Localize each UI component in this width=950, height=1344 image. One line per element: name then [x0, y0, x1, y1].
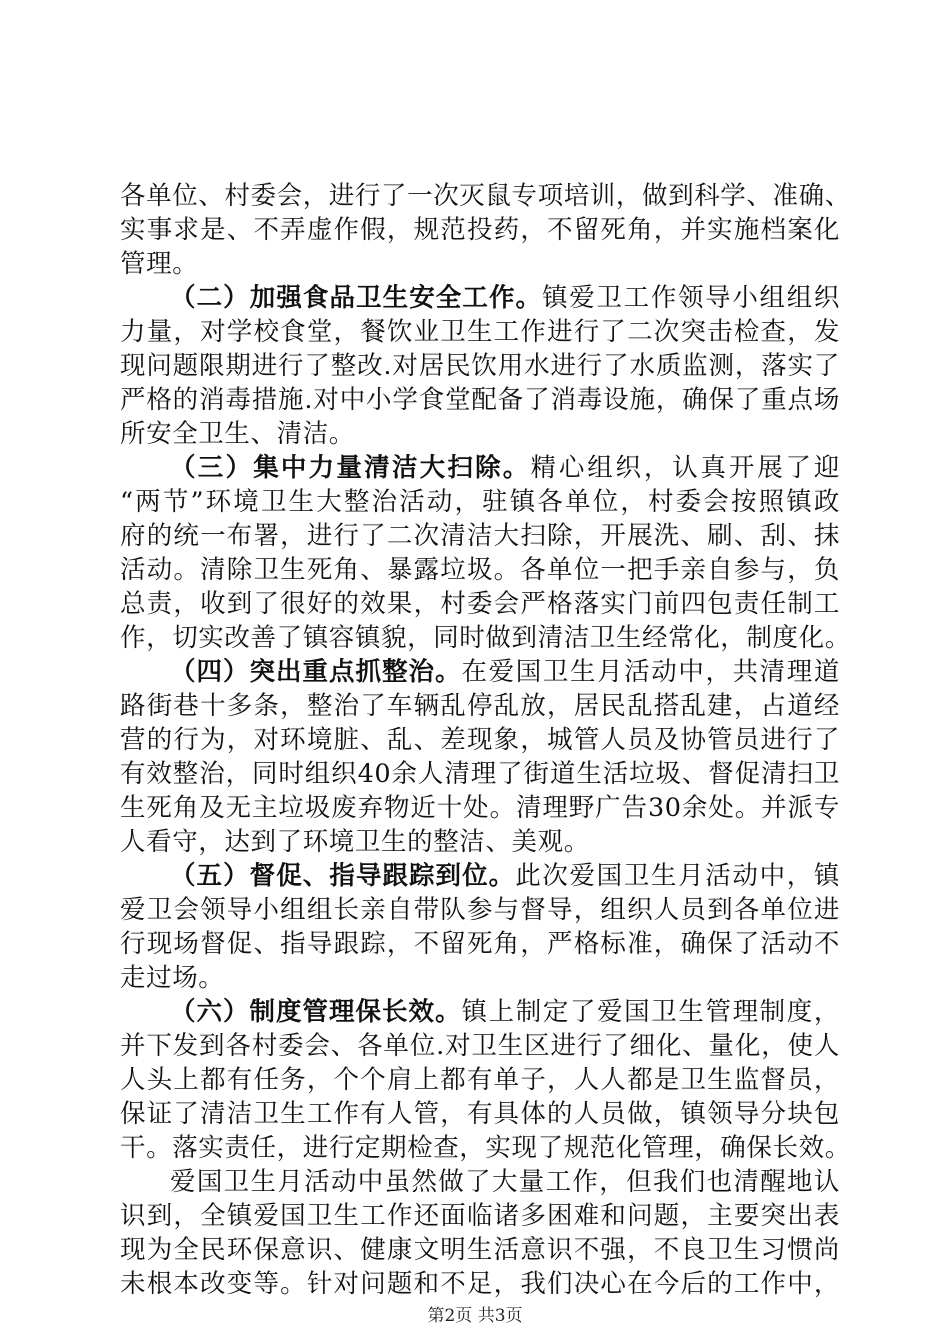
- body-text-line: 干。落实责任，进行定期检查，实现了规范化管理，确保长效。: [120, 1133, 851, 1163]
- paragraph-first-line: [170, 655, 840, 689]
- body-text: 精心组织，认真开展了迎: [530, 453, 840, 483]
- body-text-line: 人看守，达到了环境卫生的整洁、美观。: [120, 827, 590, 857]
- body-text-line: “两节”环境卫生大整治活动，驻镇各单位，村委会按照镇政: [120, 487, 840, 517]
- body-text-line: 实事求是、不弄虚作假，规范投药，不留死角，并实施档案化: [120, 215, 840, 245]
- body-text-line: 保证了清洁卫生工作有人管，有具体的人员做，镇领导分块包: [120, 1099, 840, 1129]
- paragraph-first-line: [170, 451, 840, 485]
- body-text-line: 力量，对学校食堂，餐饮业卫生工作进行了二次突击检查，发: [120, 317, 840, 347]
- section-heading: （六）制度管理保长效。: [170, 997, 462, 1027]
- body-text-line: 各单位、村委会，进行了一次灭鼠专项培训，做到科学、准确、: [120, 181, 851, 211]
- body-text-line: 未根本改变等。针对问题和不足，我们决心在今后的工作中，: [120, 1269, 840, 1299]
- body-text-line: 管理。: [120, 249, 199, 279]
- paragraph-first-line: [170, 281, 840, 315]
- body-text-line: 识到，全镇爱国卫生工作还面临诸多困难和问题，主要突出表: [120, 1201, 840, 1231]
- page-number-footer: 第2页 共3页: [427, 1306, 523, 1326]
- body-text-line: 有效整治，同时组织40余人清理了街道生活垃圾、督促清扫卫: [120, 759, 840, 789]
- section-heading: （三）集中力量清洁大扫除。: [170, 453, 531, 483]
- body-text: 此次爱国卫生月活动中，镇: [515, 861, 840, 891]
- body-text-line: 路街巷十多条，整治了车辆乱停乱放，居民乱搭乱建，占道经: [120, 691, 840, 721]
- body-text-line: 现为全民环保意识、健康文明生活意识不强，不良卫生习惯尚: [120, 1235, 840, 1265]
- body-text-line: 行现场督促、指导跟踪，不留死角，严格标准，确保了活动不: [120, 929, 840, 959]
- body-text-line: 人头上都有任务，个个肩上都有单子，人人都是卫生监督员，: [120, 1065, 840, 1095]
- body-text-line: 生死角及无主垃圾废弃物近十处。清理野广告30余处。并派专: [120, 793, 840, 823]
- body-text-line: 作，切实改善了镇容镇貌，同时做到清洁卫生经常化，制度化。: [120, 623, 851, 653]
- body-text: 镇爱卫工作领导小组组织: [542, 283, 840, 313]
- section-heading: （四）突出重点抓整治。: [170, 657, 462, 687]
- paragraph-first-line: [170, 859, 840, 893]
- paragraph-first-line: 爱国卫生月活动中虽然做了大量工作，但我们也清醒地认: [170, 1167, 840, 1197]
- body-text-line: 活动。清除卫生死角、暴露垃圾。各单位一把手亲自参与，负: [120, 555, 840, 585]
- body-text-line: 现问题限期进行了整改.对居民饮用水进行了水质监测，落实了: [120, 351, 840, 381]
- body-text-line: 并下发到各村委会、各单位.对卫生区进行了细化、量化，使人: [120, 1031, 840, 1061]
- body-text: 在爱国卫生月活动中，共清理道: [461, 657, 840, 687]
- section-heading: （二）加强食品卫生安全工作。: [170, 283, 543, 313]
- paragraph-first-line: [170, 995, 840, 1029]
- body-text-line: 府的统一布署，进行了二次清洁大扫除，开展洗、刷、刮、抹: [120, 521, 840, 551]
- body-text: 镇上制定了爱国卫生管理制度，: [461, 997, 840, 1027]
- body-text-line: 营的行为，对环境脏、乱、差现象，城管人员及协管员进行了: [120, 725, 840, 755]
- body-text-line: 走过场。: [120, 963, 225, 993]
- body-text-line: 爱卫会领导小组组长亲自带队参与督导，组织人员到各单位进: [120, 895, 840, 925]
- section-heading: （五）督促、指导跟踪到位。: [170, 861, 516, 891]
- body-text-line: 所安全卫生、清洁。: [120, 419, 355, 449]
- body-text-line: 严格的消毒措施.对中小学食堂配备了消毒设施，确保了重点场: [120, 385, 840, 415]
- body-text-line: 总责，收到了很好的效果，村委会严格落实门前四包责任制工: [120, 589, 840, 619]
